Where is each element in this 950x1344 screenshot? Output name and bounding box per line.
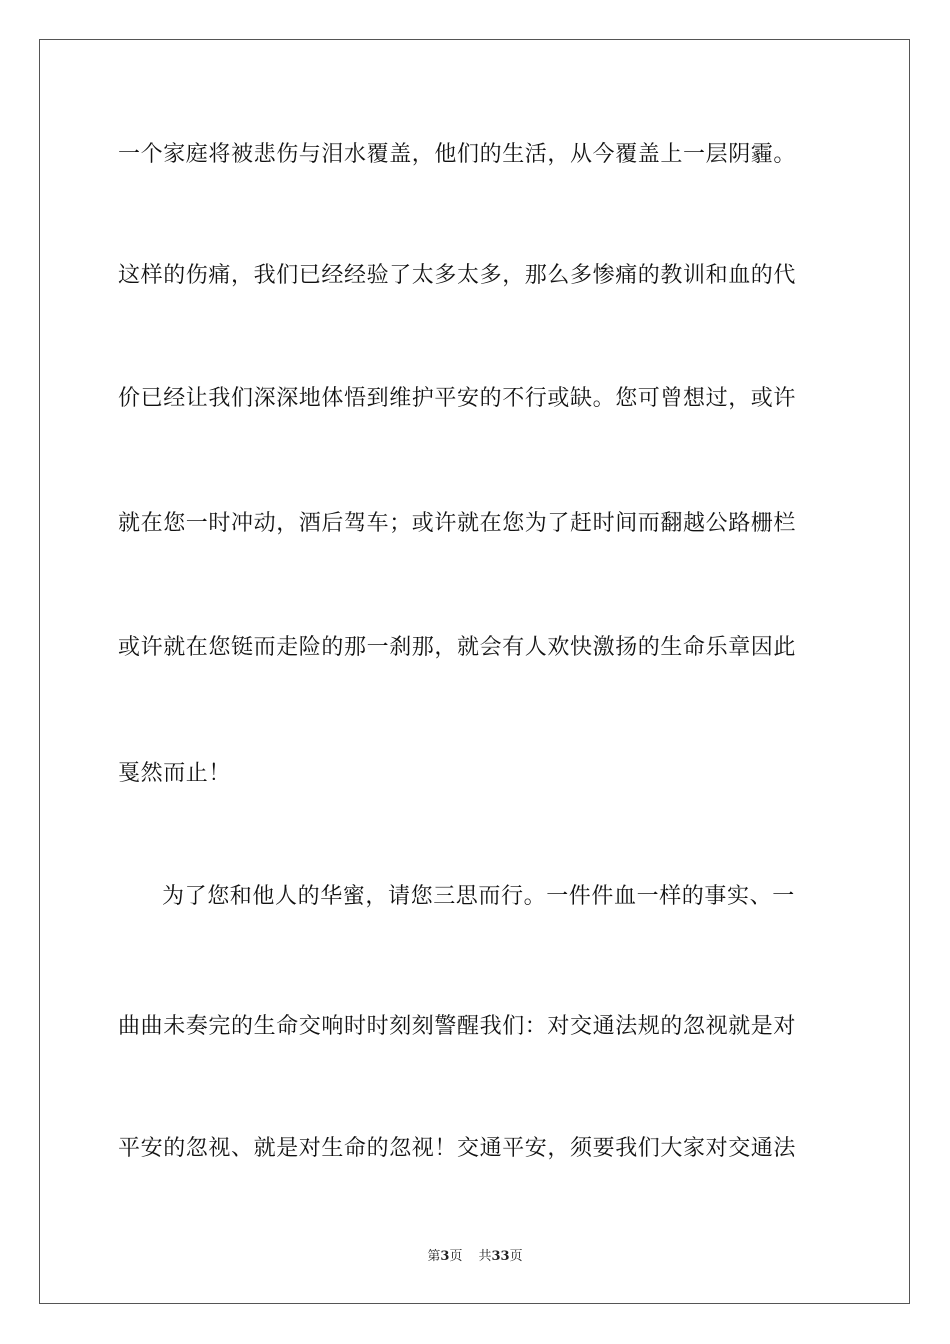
body-text-line: 平安的忽视、就是对生命的忽视！交通平安，须要我们大家对交通法 [118, 1136, 797, 1161]
body-text-line: 一个家庭将被悲伤与泪水覆盖，他们的生活，从今覆盖上一层阴霾。 [118, 142, 797, 167]
page-number: 3 [440, 1249, 450, 1264]
page-prefix: 第 [427, 1249, 441, 1264]
paragraph-first-line: 为了您和他人的华蜜，请您三思而行。一件件血一样的事实、一 [162, 884, 795, 909]
body-text-line: 价已经让我们深深地体悟到维护平安的不行或缺。您可曾想过，或许 [118, 386, 797, 411]
total-prefix: 共 [478, 1249, 492, 1264]
page-footer [0, 1248, 950, 1266]
body-text-line: 或许就在您铤而走险的那一刹那，就会有人欢快激扬的生命乐章因此 [118, 635, 797, 660]
body-text-line: 曲曲未奏完的生命交响时时刻刻警醒我们：对交通法规的忽视就是对 [118, 1014, 797, 1039]
body-text-line: 这样的伤痛，我们已经经验了太多太多，那么多惨痛的教训和血的代 [118, 263, 797, 288]
total-pages: 33 [491, 1249, 510, 1264]
total-suffix: 页 [509, 1249, 523, 1264]
page-suffix: 页 [449, 1249, 463, 1264]
body-text-line: 就在您一时冲动，酒后驾车；或许就在您为了赶时间而翻越公路栅栏 [118, 511, 797, 536]
page-border [39, 39, 910, 1304]
body-text-line: 戛然而止！ [118, 761, 232, 786]
